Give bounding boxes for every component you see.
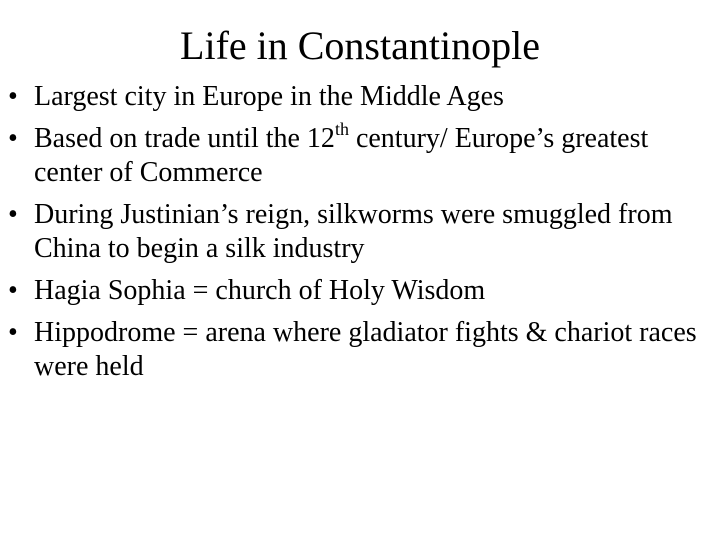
bullet-item bbox=[0, 80, 706, 114]
slide-title: Life in Constantinople bbox=[180, 23, 540, 68]
ordinal-superscript: th bbox=[334, 118, 349, 139]
bullet-text: During Justinian’s reign, silkworms were smuggled from China to begin a silk industry bbox=[34, 199, 673, 264]
bullet-icon: • bbox=[8, 81, 18, 112]
bullet-icon: • bbox=[8, 275, 18, 306]
bullet-icon: • bbox=[8, 317, 18, 348]
bullet-icon: • bbox=[8, 199, 18, 230]
bullet-list bbox=[0, 80, 720, 384]
bullet-item bbox=[0, 316, 706, 384]
bullet-text: Hippodrome = arena where gladiator fights & chariot races were held bbox=[34, 317, 697, 382]
bullet-text: Largest city in Europe in the Middle Ages bbox=[34, 81, 504, 112]
bullet-text: Hagia Sophia = church of Holy Wisdom bbox=[34, 275, 486, 306]
bullet-item bbox=[0, 118, 706, 190]
bullet-item bbox=[0, 198, 706, 266]
bullet-text-part: century/ Europe’s greatest center of Commerce bbox=[34, 123, 649, 188]
bullet-icon: • bbox=[8, 123, 18, 154]
bullet-text-part: Based on trade until the 12 bbox=[34, 123, 335, 154]
bullet-item bbox=[0, 274, 706, 308]
